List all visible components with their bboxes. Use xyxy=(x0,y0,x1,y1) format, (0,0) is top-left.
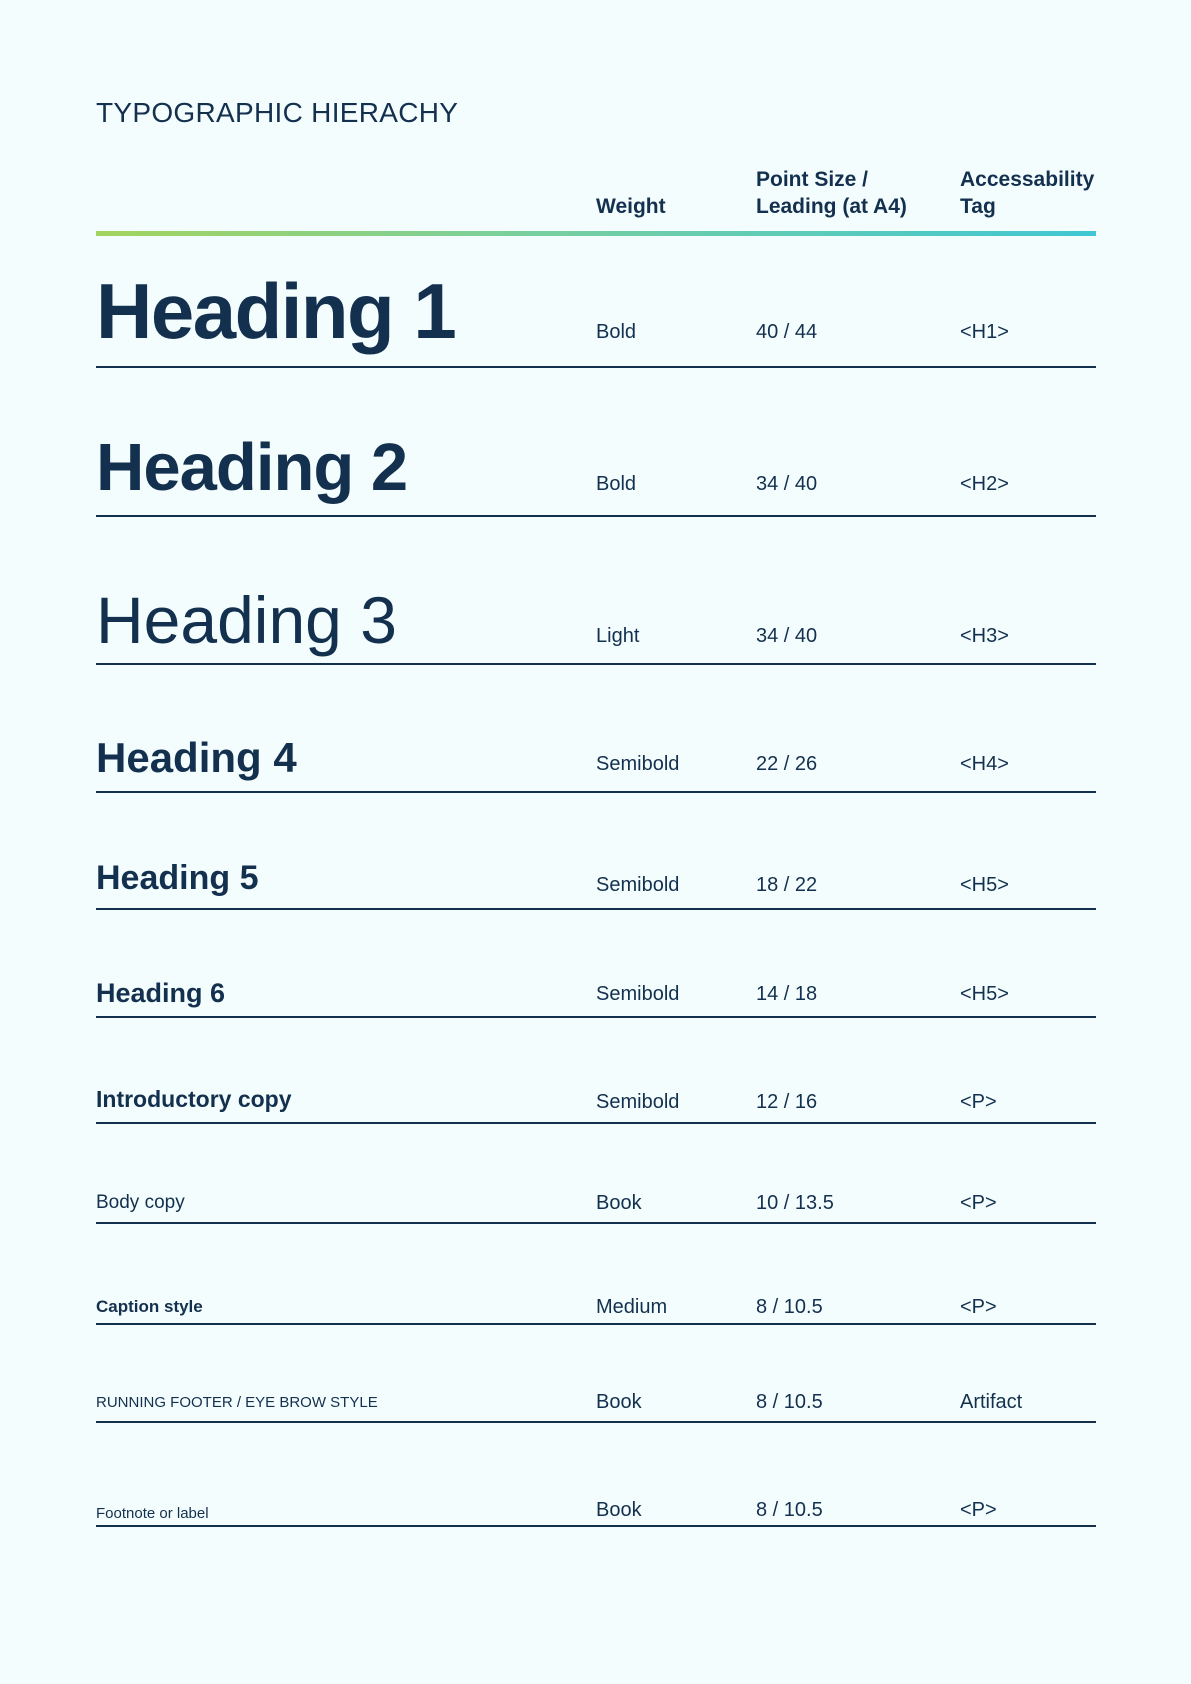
sample-caption-style: Caption style xyxy=(96,1297,203,1316)
row-divider xyxy=(96,515,1096,517)
weight-cell: Bold xyxy=(596,473,637,495)
size-cell: 12 / 16 xyxy=(756,1091,818,1113)
weight-cell: Semibold xyxy=(596,983,680,1005)
row-divider xyxy=(96,1525,1096,1527)
page-title: TYPOGRAPHIC HIERACHY xyxy=(96,97,459,128)
tag-cell: <H1> xyxy=(960,321,1009,343)
column-header-tag-line2: Tag xyxy=(960,195,996,218)
tag-cell: <H3> xyxy=(960,625,1009,647)
weight-cell: Light xyxy=(596,625,640,647)
column-header-weight xyxy=(596,193,666,220)
weight-cell: Medium xyxy=(596,1296,668,1318)
weight-cell: Semibold xyxy=(596,1091,680,1113)
sample-heading-4: Heading 4 xyxy=(96,734,297,781)
size-cell: 8 / 10.5 xyxy=(756,1296,823,1318)
row-divider xyxy=(96,366,1096,368)
sample-heading-1: Heading 1 xyxy=(96,267,456,355)
header-gradient-rule xyxy=(96,231,1096,236)
weight-cell: Book xyxy=(596,1391,642,1413)
tag-cell: <P> xyxy=(960,1192,997,1214)
sample-body-copy: Body copy xyxy=(96,1192,185,1213)
sample-heading-6: Heading 6 xyxy=(96,978,226,1008)
weight-cell: Semibold xyxy=(596,753,680,775)
weight-cell: Book xyxy=(596,1499,642,1521)
column-header-weight-label: Weight xyxy=(596,195,666,218)
column-header-point-size-line2: Leading (at A4) xyxy=(756,195,907,218)
size-cell: 14 / 18 xyxy=(756,983,818,1005)
tag-cell: <P> xyxy=(960,1296,997,1318)
size-cell: 18 / 22 xyxy=(756,874,818,896)
tag-cell: <H2> xyxy=(960,473,1009,495)
size-cell: 8 / 10.5 xyxy=(756,1499,823,1521)
tag-cell: <H5> xyxy=(960,983,1009,1005)
weight-cell: Semibold xyxy=(596,874,680,896)
sample-footnote-label: Footnote or label xyxy=(96,1505,209,1522)
tag-cell: <P> xyxy=(960,1091,997,1113)
row-divider xyxy=(96,908,1096,910)
column-header-tag xyxy=(960,166,1094,220)
row-divider xyxy=(96,791,1096,793)
sample-running-footer: RUNNING FOOTER / EYE BROW STYLE xyxy=(96,1394,378,1411)
tag-cell: <P> xyxy=(960,1499,997,1521)
tag-cell: Artifact xyxy=(960,1391,1023,1413)
row-divider xyxy=(96,1122,1096,1124)
size-cell: 10 / 13.5 xyxy=(756,1192,834,1214)
size-cell: 22 / 26 xyxy=(756,753,818,775)
sample-heading-3: Heading 3 xyxy=(96,583,397,657)
column-header-point-size xyxy=(756,166,907,220)
row-divider xyxy=(96,1323,1096,1325)
row-divider xyxy=(96,1222,1096,1224)
size-cell: 8 / 10.5 xyxy=(756,1391,823,1413)
column-header-point-size-line1: Point Size / xyxy=(756,168,869,191)
size-cell: 34 / 40 xyxy=(756,473,818,495)
weight-cell: Bold xyxy=(596,321,637,343)
row-divider xyxy=(96,1421,1096,1423)
row-divider xyxy=(96,663,1096,665)
tag-cell: <H5> xyxy=(960,874,1009,896)
row-divider xyxy=(96,1016,1096,1018)
size-cell: 40 / 44 xyxy=(756,321,818,343)
size-cell: 34 / 40 xyxy=(756,625,818,647)
sample-heading-2: Heading 2 xyxy=(96,430,408,505)
sample-introductory-copy: Introductory copy xyxy=(96,1086,292,1112)
column-header-tag-line1: Accessability xyxy=(960,168,1095,191)
tag-cell: <H4> xyxy=(960,753,1009,775)
weight-cell: Book xyxy=(596,1192,642,1214)
sample-heading-5: Heading 5 xyxy=(96,859,259,897)
